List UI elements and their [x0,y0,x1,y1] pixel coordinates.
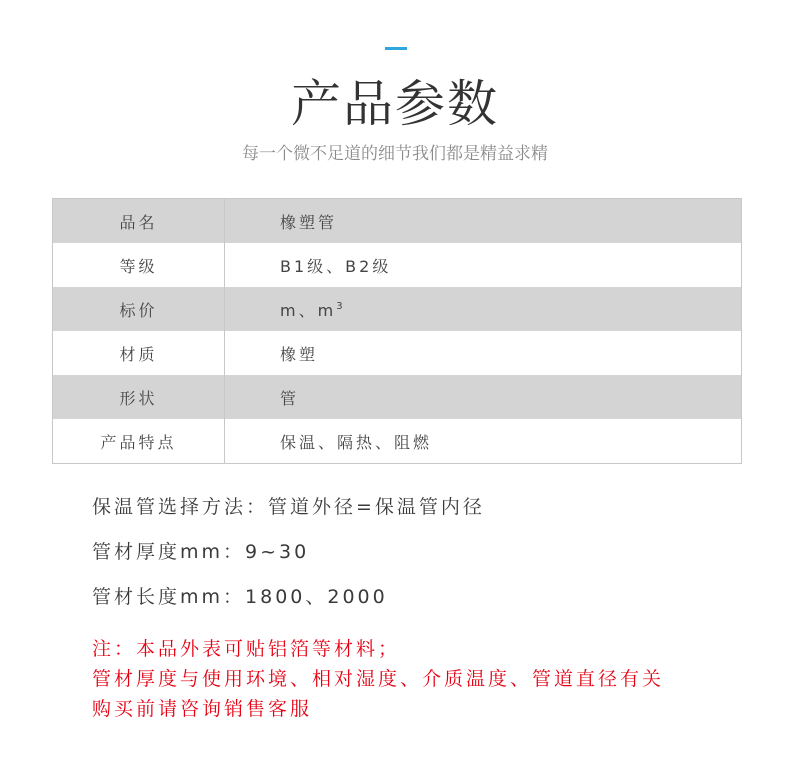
table-row-grade [53,243,742,287]
selection-method-text: 保温管选择方法：管道外径=保温管内径 [92,496,485,518]
row-value: B1级、B2级 [280,256,392,276]
page-subtitle: 每一个微不足道的细节我们都是精益求精 [242,144,548,164]
row-label: 等级 [53,243,225,287]
row-value: 橡塑 [280,344,319,364]
table-row-name [53,199,742,244]
row-value: 保温、隔热、阻燃 [280,432,433,452]
page-title: 产品参数 [291,75,499,133]
table-row-shape [53,375,742,419]
row-label: 产品特点 [53,419,225,464]
cubic-superscript: 3 [336,300,346,312]
table-row-material [53,331,742,375]
table-row-price-unit [53,287,742,331]
row-label: 形状 [53,375,225,419]
note-line-3: 购买前请咨询销售客服 [92,698,313,720]
spec-table [52,198,742,464]
note-line-2: 管材厚度与使用环境、相对湿度、介质温度、管道直径有关 [92,668,665,690]
row-value-cell [225,287,742,331]
row-label: 标价 [53,287,225,331]
row-value: 管 [225,375,742,419]
thickness-text: 管材厚度mm：9~30 [92,541,310,563]
table-row-features [53,419,742,464]
row-label: 品名 [53,199,225,244]
row-label: 材质 [53,331,225,375]
row-value: m、m [280,300,337,320]
title-accent-bar [385,47,407,50]
row-value: 橡塑管 [225,199,742,244]
length-text: 管材长度mm：1800、2000 [92,586,388,608]
note-line-1: 注：本品外表可贴铝箔等材料； [92,638,401,660]
